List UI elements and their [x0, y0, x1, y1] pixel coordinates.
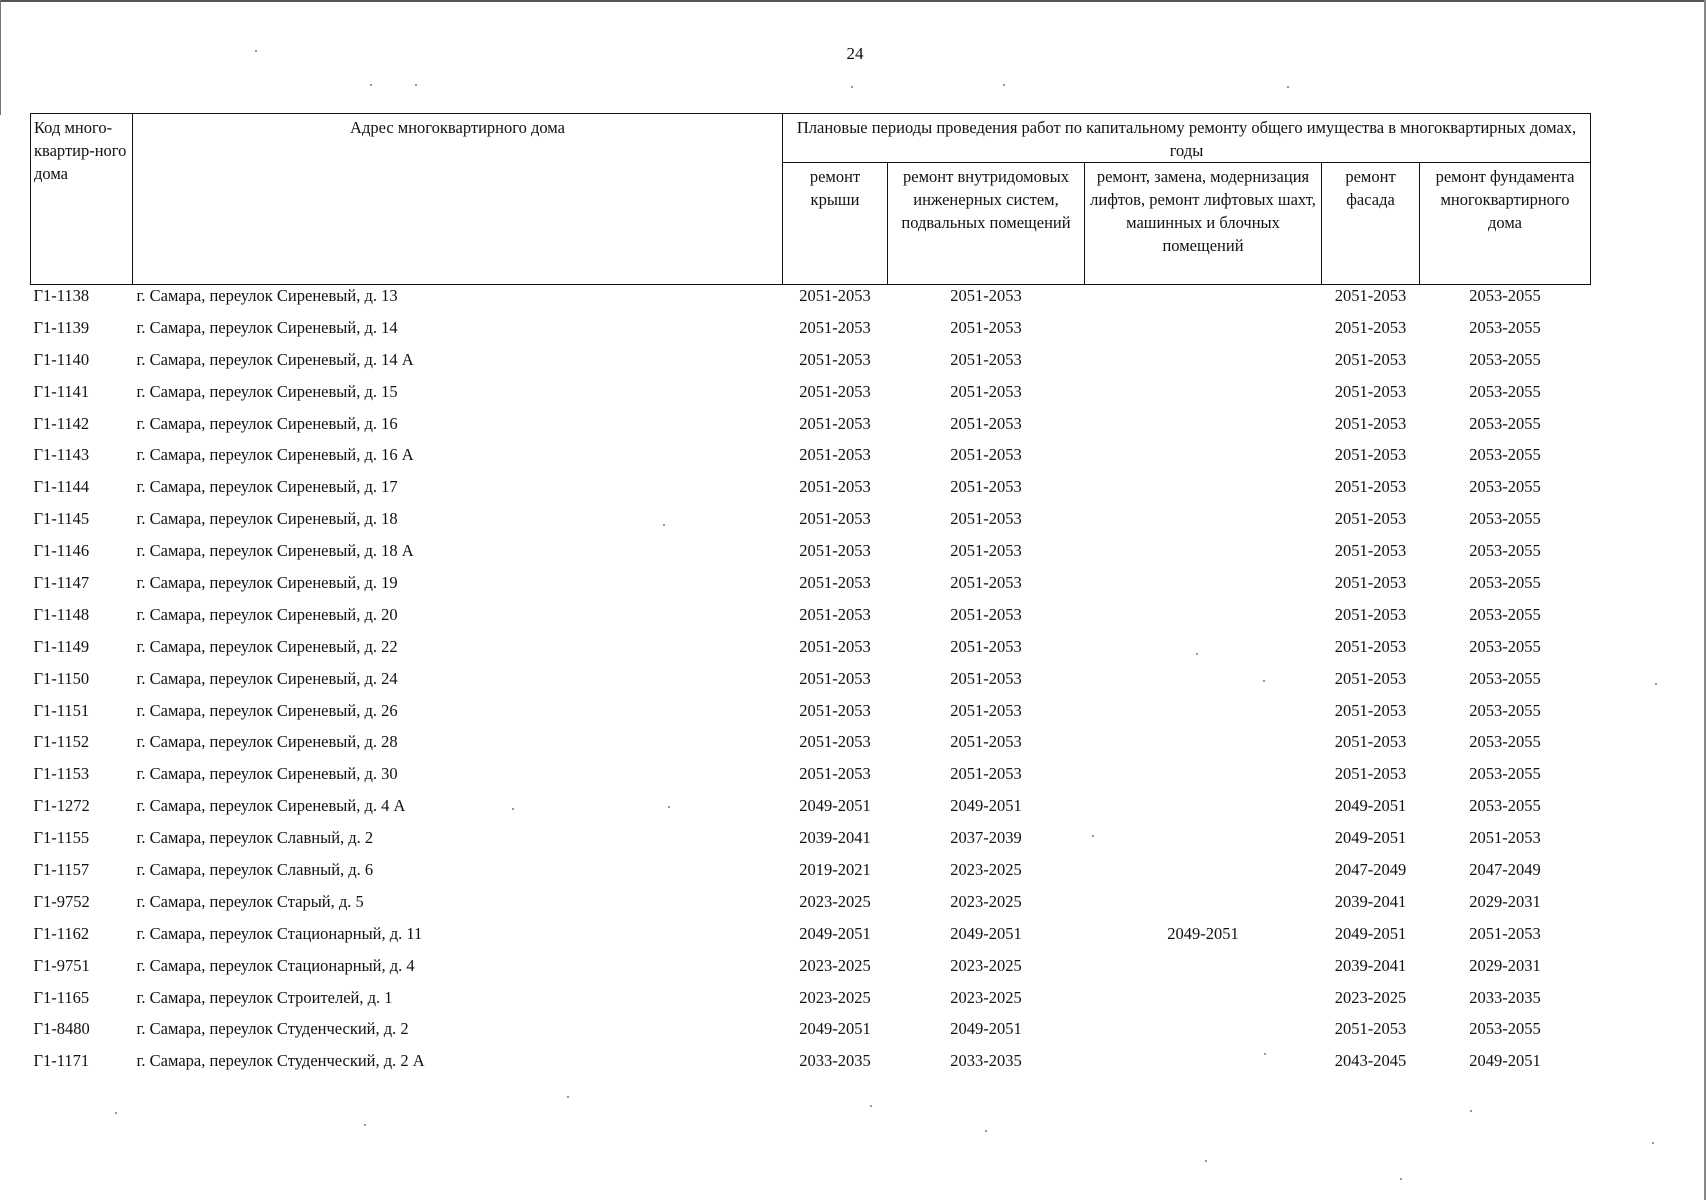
cell-address: г. Самара, переулок Сиреневый, д. 16 — [136, 413, 398, 433]
cell-code: Г1-1149 — [33, 636, 90, 656]
cell-engineering: 2051-2053 — [950, 413, 1022, 433]
cell-engineering: 2051-2053 — [950, 317, 1022, 337]
cell-foundation: 2053-2055 — [1469, 668, 1541, 688]
cell-address: г. Самара, переулок Стационарный, д. 4 — [136, 955, 415, 975]
cell-lifts — [1085, 1018, 1322, 1050]
cell-engineering: 2023-2025 — [950, 891, 1022, 911]
cell-address: г. Самара, переулок Сиреневый, д. 26 — [136, 700, 398, 720]
scan-speck — [1287, 86, 1289, 88]
cell-code: Г1-1162 — [33, 923, 90, 943]
cell-roof: 2049-2051 — [799, 796, 871, 816]
cell-engineering: 2051-2053 — [950, 445, 1022, 465]
cell-roof: 2039-2041 — [799, 828, 871, 848]
cell-code: Г1-1152 — [33, 732, 90, 752]
scan-speck — [1652, 1142, 1654, 1144]
cell-code: Г1-1151 — [33, 700, 90, 720]
table-row — [31, 476, 1591, 508]
cell-engineering: 2049-2051 — [950, 1019, 1022, 1039]
cell-lifts — [1085, 285, 1322, 317]
header-roof: ремонт крыши — [783, 163, 888, 285]
header-engineering: ремонт внутридомовых инженерных систем, подвальных помещений — [888, 163, 1085, 285]
cell-address: г. Самара, переулок Сиреневый, д. 16 А — [136, 445, 414, 465]
scan-speck — [851, 86, 853, 88]
header-address: Адрес многоквартирного дома — [133, 114, 783, 285]
table-row — [31, 923, 1591, 955]
cell-address: г. Самара, переулок Строителей, д. 1 — [136, 987, 393, 1007]
cell-engineering: 2023-2025 — [950, 860, 1022, 880]
scan-speck — [115, 1112, 117, 1114]
cell-code: Г1-1165 — [33, 987, 90, 1007]
cell-facade: 2043-2045 — [1334, 1051, 1407, 1071]
cell-address: г. Самара, переулок Славный, д. 2 — [136, 828, 374, 848]
cell-lifts — [1085, 859, 1322, 891]
cell-lifts — [1085, 731, 1322, 763]
cell-address: г. Самара, переулок Сиреневый, д. 14 — [136, 317, 398, 337]
scan-speck — [1470, 1110, 1472, 1112]
cell-lifts — [1085, 1050, 1322, 1082]
cell-lifts: 2049-2051 — [1167, 923, 1239, 943]
table-row — [31, 763, 1591, 795]
cell-engineering: 2051-2053 — [950, 764, 1022, 784]
cell-foundation: 2051-2053 — [1469, 828, 1541, 848]
cell-engineering: 2051-2053 — [950, 541, 1022, 561]
table-row — [31, 891, 1591, 923]
scan-speck — [567, 1096, 569, 1098]
cell-foundation: 2051-2053 — [1469, 923, 1541, 943]
cell-code: Г1-1138 — [33, 286, 90, 305]
cell-roof: 2051-2053 — [799, 764, 871, 784]
cell-code: Г1-1142 — [33, 413, 90, 433]
cell-code: Г1-1139 — [33, 317, 90, 337]
cell-address: г. Самара, переулок Славный, д. 6 — [136, 860, 374, 880]
cell-lifts — [1085, 444, 1322, 476]
cell-foundation: 2053-2055 — [1469, 604, 1541, 624]
cell-code: Г1-1140 — [33, 349, 90, 369]
cell-lifts — [1085, 795, 1322, 827]
cell-facade: 2051-2053 — [1334, 1019, 1407, 1039]
cell-facade: 2039-2041 — [1334, 955, 1407, 975]
cell-roof: 2051-2053 — [799, 413, 871, 433]
scan-speck — [255, 50, 257, 52]
cell-address: г. Самара, переулок Сиреневый, д. 17 — [136, 477, 398, 497]
cell-address: г. Самара, переулок Студенческий, д. 2 А — [136, 1051, 425, 1071]
cell-lifts — [1085, 540, 1322, 572]
cell-facade: 2051-2053 — [1334, 477, 1407, 497]
cell-facade: 2051-2053 — [1334, 381, 1407, 401]
capital-repair-schedule-table — [30, 113, 1591, 1082]
cell-code: Г1-1148 — [33, 604, 90, 624]
table-row — [31, 859, 1591, 891]
cell-foundation: 2053-2055 — [1469, 509, 1541, 529]
cell-lifts — [1085, 476, 1322, 508]
scan-speck — [1400, 1178, 1402, 1180]
cell-facade: 2049-2051 — [1334, 923, 1407, 943]
cell-foundation: 2053-2055 — [1469, 413, 1541, 433]
table-row — [31, 508, 1591, 540]
cell-facade: 2051-2053 — [1334, 541, 1407, 561]
scan-speck — [1092, 835, 1094, 837]
scan-speck — [1003, 84, 1005, 86]
cell-roof: 2051-2053 — [799, 573, 871, 593]
scan-speck — [1263, 680, 1265, 682]
cell-facade: 2051-2053 — [1334, 668, 1407, 688]
cell-facade: 2051-2053 — [1334, 509, 1407, 529]
cell-address: г. Самара, переулок Старый, д. 5 — [136, 891, 364, 911]
cell-foundation: 2053-2055 — [1469, 477, 1541, 497]
scan-speck — [870, 1105, 872, 1107]
cell-address: г. Самара, переулок Сиреневый, д. 4 А — [136, 796, 406, 816]
scan-speck — [370, 84, 372, 86]
table-row — [31, 668, 1591, 700]
cell-foundation: 2053-2055 — [1469, 573, 1541, 593]
scan-speck — [663, 524, 665, 526]
cell-roof: 2051-2053 — [799, 445, 871, 465]
table-row — [31, 540, 1591, 572]
cell-engineering: 2051-2053 — [950, 573, 1022, 593]
table-row — [31, 381, 1591, 413]
cell-foundation: 2053-2055 — [1469, 764, 1541, 784]
table-row — [31, 444, 1591, 476]
cell-roof: 2049-2051 — [799, 1019, 871, 1039]
table-row — [31, 1050, 1591, 1082]
cell-roof: 2051-2053 — [799, 636, 871, 656]
cell-engineering: 2051-2053 — [950, 349, 1022, 369]
cell-code: Г1-1153 — [33, 764, 90, 784]
header-lifts: ремонт, замена, модернизация лифтов, ремонт лифтовых шахт, машинных и блочных помещений — [1085, 163, 1322, 285]
cell-lifts — [1085, 604, 1322, 636]
cell-roof: 2051-2053 — [799, 477, 871, 497]
cell-code: Г1-8480 — [33, 1019, 90, 1039]
cell-lifts — [1085, 413, 1322, 445]
cell-code: Г1-1146 — [33, 541, 90, 561]
cell-facade: 2051-2053 — [1334, 636, 1407, 656]
cell-address: г. Самара, переулок Сиреневый, д. 13 — [136, 286, 398, 305]
cell-code: Г1-9751 — [33, 955, 90, 975]
cell-engineering: 2023-2025 — [950, 955, 1022, 975]
table-row — [31, 731, 1591, 763]
cell-facade: 2039-2041 — [1334, 891, 1407, 911]
cell-foundation: 2053-2055 — [1469, 700, 1541, 720]
cell-lifts — [1085, 508, 1322, 540]
scan-speck — [1205, 1160, 1207, 1162]
table-header — [31, 114, 1591, 285]
cell-foundation: 2053-2055 — [1469, 349, 1541, 369]
cell-engineering: 2023-2025 — [950, 987, 1022, 1007]
cell-engineering: 2051-2053 — [950, 732, 1022, 752]
cell-foundation: 2053-2055 — [1469, 1019, 1541, 1039]
cell-engineering: 2051-2053 — [950, 700, 1022, 720]
cell-roof: 2051-2053 — [799, 668, 871, 688]
cell-foundation: 2053-2055 — [1469, 317, 1541, 337]
cell-lifts — [1085, 381, 1322, 413]
scan-speck — [668, 806, 670, 808]
table-row — [31, 955, 1591, 987]
cell-foundation: 2029-2031 — [1469, 891, 1541, 911]
cell-code: Г1-1171 — [33, 1051, 90, 1071]
cell-code: Г1-1141 — [33, 381, 90, 401]
scan-speck — [415, 84, 417, 86]
cell-facade: 2051-2053 — [1334, 349, 1407, 369]
cell-code: Г1-1157 — [33, 860, 90, 880]
cell-roof: 2051-2053 — [799, 732, 871, 752]
cell-facade: 2051-2053 — [1334, 764, 1407, 784]
cell-roof: 2023-2025 — [799, 891, 871, 911]
cell-roof: 2051-2053 — [799, 317, 871, 337]
table-body — [31, 285, 1591, 1083]
cell-engineering: 2051-2053 — [950, 381, 1022, 401]
cell-code: Г1-1143 — [33, 445, 90, 465]
scan-border-left — [0, 0, 1, 115]
cell-facade: 2051-2053 — [1334, 573, 1407, 593]
cell-roof: 2023-2025 — [799, 955, 871, 975]
cell-address: г. Самара, переулок Сиреневый, д. 28 — [136, 732, 398, 752]
cell-lifts — [1085, 668, 1322, 700]
table-row — [31, 572, 1591, 604]
cell-facade: 2051-2053 — [1334, 732, 1407, 752]
cell-address: г. Самара, переулок Студенческий, д. 2 — [136, 1019, 409, 1039]
table-row — [31, 1018, 1591, 1050]
cell-address: г. Самара, переулок Сиреневый, д. 14 А — [136, 349, 414, 369]
cell-foundation: 2053-2055 — [1469, 286, 1541, 305]
table-row — [31, 285, 1591, 317]
cell-address: г. Самара, переулок Сиреневый, д. 18 А — [136, 541, 414, 561]
cell-code: Г1-1147 — [33, 573, 90, 593]
cell-lifts — [1085, 891, 1322, 923]
table-row — [31, 604, 1591, 636]
scan-speck — [1655, 683, 1657, 685]
cell-facade: 2051-2053 — [1334, 700, 1407, 720]
cell-roof: 2051-2053 — [799, 541, 871, 561]
cell-code: Г1-1145 — [33, 509, 90, 529]
cell-engineering: 2051-2053 — [950, 477, 1022, 497]
cell-facade: 2023-2025 — [1334, 987, 1407, 1007]
cell-lifts — [1085, 827, 1322, 859]
cell-facade: 2051-2053 — [1334, 445, 1407, 465]
cell-foundation: 2053-2055 — [1469, 381, 1541, 401]
cell-code: Г1-9752 — [33, 891, 90, 911]
cell-code: Г1-1155 — [33, 828, 90, 848]
scan-speck — [512, 808, 514, 810]
cell-code: Г1-1272 — [33, 796, 90, 816]
cell-roof: 2051-2053 — [799, 286, 871, 305]
cell-address: г. Самара, переулок Сиреневый, д. 19 — [136, 573, 398, 593]
cell-address: г. Самара, переулок Сиреневый, д. 30 — [136, 764, 398, 784]
cell-foundation: 2053-2055 — [1469, 541, 1541, 561]
cell-address: г. Самара, переулок Сиреневый, д. 22 — [136, 636, 398, 656]
cell-engineering: 2051-2053 — [950, 668, 1022, 688]
cell-engineering: 2049-2051 — [950, 796, 1022, 816]
cell-roof: 2023-2025 — [799, 987, 871, 1007]
cell-roof: 2051-2053 — [799, 349, 871, 369]
cell-facade: 2049-2051 — [1334, 796, 1407, 816]
cell-code: Г1-1150 — [33, 668, 90, 688]
scan-speck — [364, 1124, 366, 1126]
cell-lifts — [1085, 317, 1322, 349]
cell-address: г. Самара, переулок Сиреневый, д. 24 — [136, 668, 398, 688]
cell-lifts — [1085, 763, 1322, 795]
header-foundation: ремонт фундамента многоквартирного дома — [1420, 163, 1591, 285]
cell-roof: 2049-2051 — [799, 923, 871, 943]
table-row — [31, 317, 1591, 349]
cell-engineering: 2051-2053 — [950, 636, 1022, 656]
cell-facade: 2049-2051 — [1334, 828, 1407, 848]
cell-foundation: 2033-2035 — [1469, 987, 1541, 1007]
cell-code: Г1-1144 — [33, 477, 90, 497]
cell-address: г. Самара, переулок Сиреневый, д. 20 — [136, 604, 398, 624]
table-row — [31, 413, 1591, 445]
cell-lifts — [1085, 636, 1322, 668]
cell-engineering: 2051-2053 — [950, 286, 1022, 305]
cell-address: г. Самара, переулок Сиреневый, д. 18 — [136, 509, 398, 529]
cell-facade: 2051-2053 — [1334, 317, 1407, 337]
cell-foundation: 2029-2031 — [1469, 955, 1541, 975]
cell-facade: 2051-2053 — [1334, 286, 1407, 305]
cell-roof: 2033-2035 — [799, 1051, 871, 1071]
cell-engineering: 2037-2039 — [950, 828, 1022, 848]
table-row — [31, 795, 1591, 827]
cell-lifts — [1085, 572, 1322, 604]
header-code: Код много-квартир-ного дома — [31, 114, 133, 285]
cell-engineering: 2049-2051 — [950, 923, 1022, 943]
cell-foundation: 2047-2049 — [1469, 860, 1541, 880]
cell-facade: 2051-2053 — [1334, 413, 1407, 433]
table-row — [31, 636, 1591, 668]
cell-facade: 2051-2053 — [1334, 604, 1407, 624]
cell-address: г. Самара, переулок Стационарный, д. 11 — [136, 923, 423, 943]
header-facade: ремонт фасада — [1322, 163, 1420, 285]
cell-facade: 2047-2049 — [1334, 860, 1407, 880]
cell-lifts — [1085, 987, 1322, 1019]
cell-lifts — [1085, 700, 1322, 732]
cell-foundation: 2049-2051 — [1469, 1051, 1541, 1071]
cell-foundation: 2053-2055 — [1469, 796, 1541, 816]
cell-lifts — [1085, 349, 1322, 381]
cell-roof: 2019-2021 — [799, 860, 871, 880]
header-periods-group: Плановые периоды проведения работ по капитальному ремонту общего имущества в многоквартирных домах, годы — [783, 114, 1591, 163]
table-row — [31, 700, 1591, 732]
cell-roof: 2051-2053 — [799, 381, 871, 401]
table-row — [31, 987, 1591, 1019]
cell-foundation: 2053-2055 — [1469, 636, 1541, 656]
cell-engineering: 2051-2053 — [950, 509, 1022, 529]
cell-engineering: 2051-2053 — [950, 604, 1022, 624]
table-row — [31, 349, 1591, 381]
cell-roof: 2051-2053 — [799, 700, 871, 720]
scan-border-top — [0, 0, 1706, 2]
scan-speck — [1264, 1053, 1266, 1055]
cell-foundation: 2053-2055 — [1469, 445, 1541, 465]
scan-speck — [1196, 653, 1198, 655]
cell-address: г. Самара, переулок Сиреневый, д. 15 — [136, 381, 398, 401]
cell-roof: 2051-2053 — [799, 509, 871, 529]
cell-foundation: 2053-2055 — [1469, 732, 1541, 752]
scan-speck — [985, 1130, 987, 1132]
table-row — [31, 827, 1591, 859]
cell-roof: 2051-2053 — [799, 604, 871, 624]
page-number: 24 — [846, 44, 864, 63]
cell-lifts — [1085, 955, 1322, 987]
cell-engineering: 2033-2035 — [950, 1051, 1022, 1071]
